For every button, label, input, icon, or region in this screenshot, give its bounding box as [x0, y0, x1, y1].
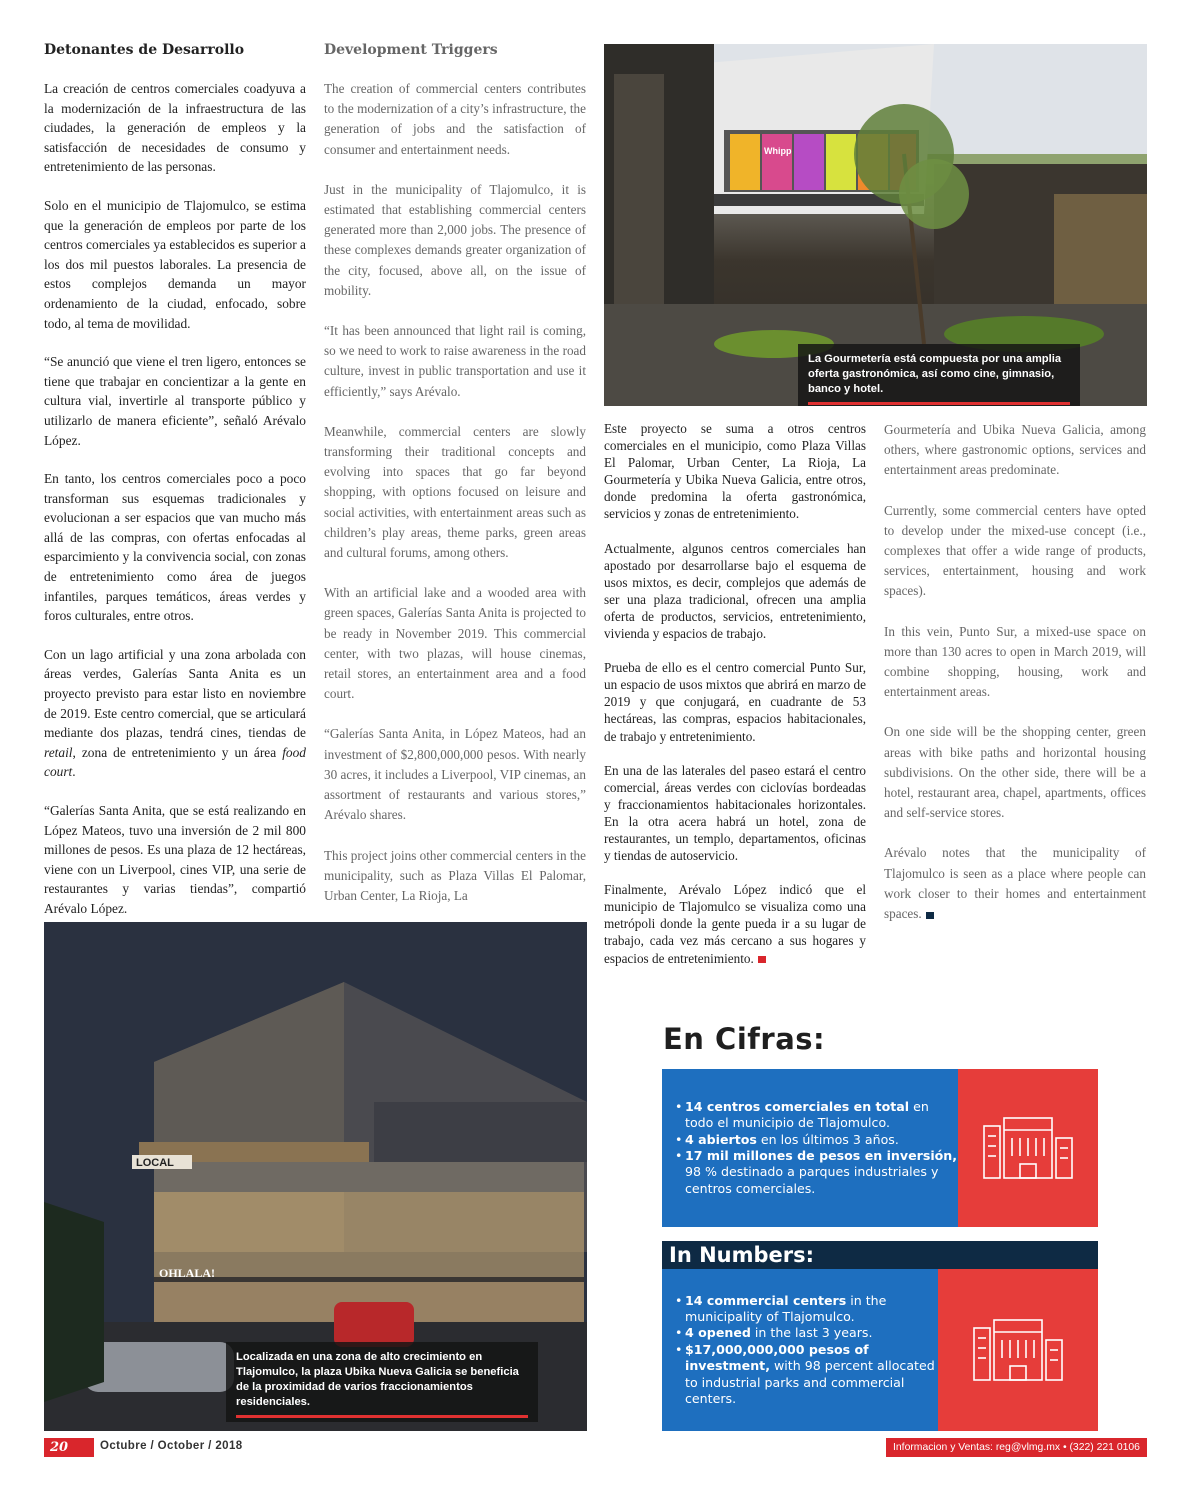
paragraph: With an artificial lake and a wooded area with green spaces, Galerías Santa Anita is projected to be ready in November 2019. This commercial center, with two plazas, will house cinemas, retail stores, an entertainment area and a food court. [324, 585, 586, 702]
paragraph: This project joins other commercial centers in the municipality, such as Plaza Villas El Palomar, Urban Center, La Rioja, La [324, 847, 586, 903]
paragraph: The creation of commercial centers contributes to the modernization of a city’s infrastructure, the generation of jobs and the satisfaction of consumer and entertainment needs. [324, 81, 586, 157]
issue-date: Octubre / October / 2018 [100, 1440, 243, 1452]
english-column-2 [884, 420, 1146, 944]
buildings-icon [972, 1318, 1064, 1382]
stats-title-en: In Numbers: [662, 1241, 1098, 1269]
stats-title-es: En Cifras: [663, 1022, 826, 1056]
paragraph: Con un lago artificial y una zona arbolada con áreas verdes, Galerías Santa Anita es un proyecto previsto para estar listo en noviembre de 2019. Este centro comercial, que se articulará mediante dos plazas, tendrá cines, tiendas de retail, zona de entretenimiento y un área food court. [44, 646, 306, 780]
spanish-column-1 [44, 42, 306, 938]
english-column-1 [324, 42, 586, 926]
stat-item: • $17,000,000,000 pesos of investment, with 98 percent allocated to industrial parks and commercial centers. [673, 1342, 938, 1408]
paragraph: Meanwhile, commercial centers are slowly transforming their traditional concepts and evolving into spaces that go far beyond shopping, with options focused on leisure and social activities, with entertainment areas such as children’s play areas, theme parks, green areas and cultural forums, among others. [324, 423, 586, 561]
local-sign: LOCAL [136, 1157, 174, 1169]
stat-item: • 14 centros comerciales en total en todo el municipio de Tlajomulco. [673, 1099, 958, 1132]
stat-item: • 4 opened in the last 3 years. [673, 1325, 938, 1341]
ubika-caption: Localizada en una zona de alto crecimiento en Tlajomulco, la plaza Ubika Nueva Galicia se beneficia de la proximidad de varios fraccionamientos residenciales. [226, 1342, 538, 1422]
section-heading-es: Detonantes de Desarrollo [44, 42, 245, 58]
paragraph: Gourmetería and Ubika Nueva Galicia, among others, where gastronomic options, services and entertainment areas predominate. [884, 422, 1146, 478]
ohlala-sign: OHLALA! [159, 1266, 216, 1280]
stats-list-en [662, 1269, 938, 1431]
stat-item: • 4 abiertos en los últimos 3 años. [673, 1132, 958, 1148]
paragraph: “Galerías Santa Anita, in López Mateos, had an investment of $2,800,000,000 pesos. With nearly 30 acres, it includes a Liverpool, VIP cinemas, an assortment of restaurants and various stores,” Arévalo shares. [324, 726, 586, 823]
spanish-column-2 [604, 420, 866, 984]
page-number: 20 [44, 1438, 94, 1457]
stats-box-en [662, 1269, 1098, 1431]
paragraph: La creación de centros comerciales coadyuva a la modernización de la infraestructura de las ciudades, la generación de empleos y la satisfacción de necesidades de consumo y entretenimiento de las personas. [44, 81, 306, 175]
end-of-article-mark [758, 956, 766, 963]
paragraph: En tanto, los centros comerciales poco a poco transforman sus esquemas tradicionales y evolucionan a ser espacios que van mucho más allá de las compras, con ofertas enfocadas al esparcimiento y la convivencia social, con zonas de entretenimiento como área de juegos infantiles, parques temáticos, áreas verdes y foros culturales, entre otros. [44, 471, 306, 624]
paragraph: Finalmente, Arévalo López indicó que el municipio de Tlajomulco se visualiza como una metrópoli donde la gente pueda ir a su lugar de trabajo, cada vez más cercano a sus hogares y espacios de entretenimiento. [604, 882, 866, 966]
contact-banner: Informacion y Ventas: reg@vlmg.mx • (322) 221 0106 [886, 1438, 1147, 1457]
paragraph: In this vein, Punto Sur, a mixed-use space on more than 130 acres to open in March 2019, will combine shopping, housing, work and entertainment areas. [884, 623, 1146, 700]
stat-item: • 14 commercial centers in the municipality of Tlajomulco. [673, 1293, 938, 1326]
paragraph: Arévalo notes that the municipality of Tlajomulco is seen as a place where people can work closer to their homes and entertainment spaces. [884, 845, 1146, 922]
end-of-article-mark [926, 912, 934, 919]
paragraph: Este proyecto se suma a otros centros comerciales en el municipio, como Plaza Villas El Palomar, Urban Center, La Rioja, La Gourmetería y Ubika Nueva Galicia, entre otros, donde predomina la oferta gastronómica, servicios y zonas de entretenimiento. [604, 421, 866, 522]
paragraph: Prueba de ello es el centro comercial Punto Sur, un espacio de usos mixtos que abrirá en marzo de 2019 y que conjugará, en cuadrante de 53 hectáreas, las compras, espacios habitacionales, de trabajo y entretenimiento. [604, 660, 866, 744]
paragraph: “Galerías Santa Anita, que se está realizando en López Mateos, tuvo una inversión de 2 mil 800 millones de pesos. Es una plaza de 12 hectáreas, viene con un Liverpool, cines VIP, una serie de restaurantes y varias tiendas”, compartió Arévalo López. [44, 803, 306, 916]
paragraph: Solo en el municipio de Tlajomulco, se estima que la generación de empleos por parte de los centros comerciales ya establecidos es superior a los dos mil puestos laborales. La presencia de estos complejos demanda un mayor ordenamiento de la ciudad, enfocado, sobre todo, al tema de movilidad. [44, 197, 306, 331]
paragraph: Currently, some commercial centers have opted to develop under the mixed-use concept (i.e., complexes that offer a wide range of products, services, entertainment, housing and work spaces). [884, 502, 1146, 599]
gourmeteria-caption: La Gourmetería está compuesta por una amplia oferta gastronómica, así como cine, gimnasio, banco y hotel. [798, 344, 1080, 406]
paragraph: On one side will be the shopping center, green areas with bike paths and horizontal housing subdivisions. On the other side, there will be a hotel, restaurant area, chapel, apartments, offices and self-service stores. [884, 724, 1146, 821]
section-heading-en: Development Triggers [324, 42, 498, 58]
buildings-icon-panel [938, 1269, 1098, 1431]
paragraph: “It has been announced that light rail is coming, so we need to work to raise awareness in the road culture, invest in public transportation and use it efficiently,” says Arévalo. [324, 323, 586, 399]
stat-item: • 17 mil millones de pesos en inversión, 98 % destinado a parques industriales y centros comerciales. [673, 1148, 958, 1197]
paragraph: En una de las laterales del paseo estará el centro comercial, áreas verdes con ciclovías bordeadas y fraccionamientos habitacionales horizontales. En la otra acera habrá un hotel, zona de restaurantes, un templo, departamentos, oficinas y tiendas de autoservicio. [604, 762, 866, 864]
paragraph: Actualmente, algunos centros comerciales han apostado por desarrollarse bajo el esquema de usos mixtos, es decir, complejos que además de ser una plaza tradicional, ofrecen una amplia oferta de productos, servicios, entretenimiento, vivienda y espacios de trabajo. [604, 540, 866, 642]
stats-box-es [662, 1069, 1098, 1227]
stats-list-es [662, 1069, 958, 1227]
paragraph: “Se anunció que viene el tren ligero, entonces se tiene que trabajar en concientizar a la gente en cultura vial, invertirle al transporte público y utilizarlo de manera eficiente”, señaló Arévalo López. [44, 354, 306, 448]
gourmeteria-photo [604, 44, 1147, 406]
paragraph: Just in the municipality of Tlajomulco, it is estimated that establishing commercial centers generated more than 2,000 jobs. The presence of these complexes demands greater organization of the city, focused, above all, on the issue of mobility. [324, 181, 586, 298]
buildings-icon [982, 1116, 1074, 1180]
whipp-sign: Whipp [764, 146, 792, 156]
ubika-photo [44, 922, 587, 1431]
buildings-icon-panel [958, 1069, 1098, 1227]
